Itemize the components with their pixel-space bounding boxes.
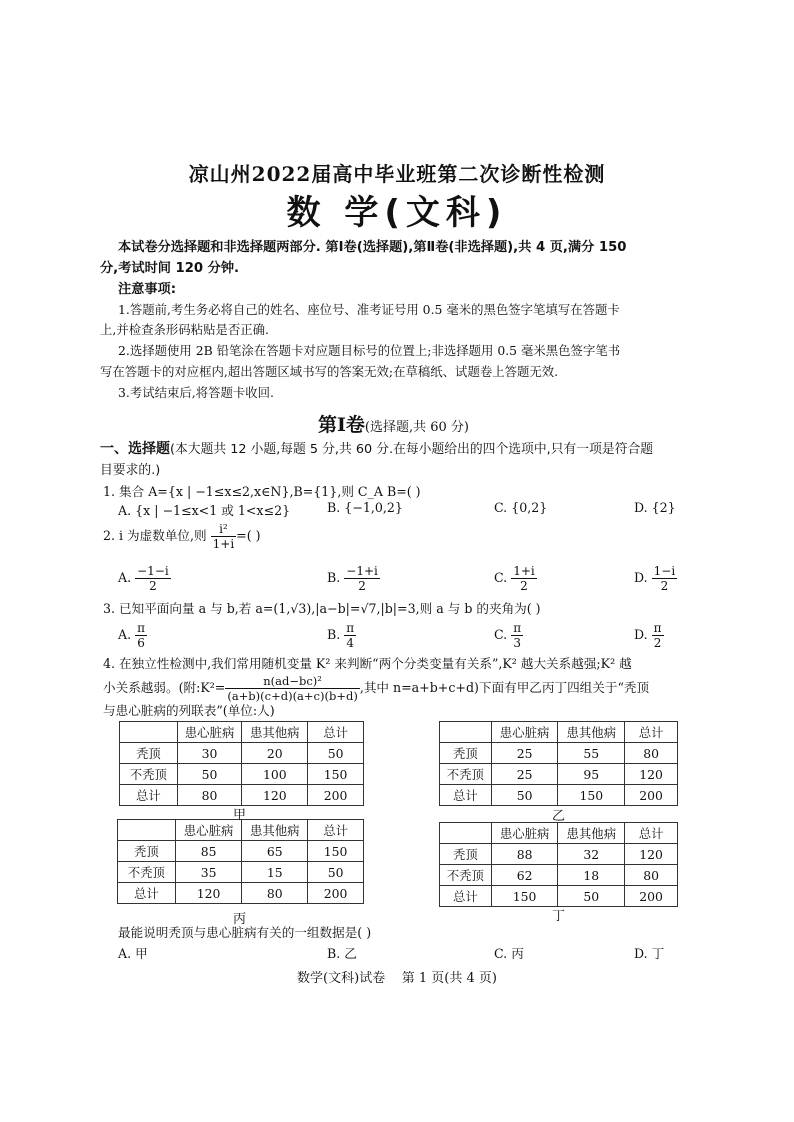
q1-stem: 1. 集合 A={x | −1≤x≤2,x∈N},B={1},则 C_A B=( ) bbox=[103, 484, 421, 499]
table-row bbox=[120, 785, 364, 806]
q1-option-c: C. {0,2} bbox=[494, 500, 548, 515]
q3-a-label: A. bbox=[118, 627, 132, 642]
table-cell: 20 bbox=[242, 743, 308, 764]
q3-b-num: π bbox=[346, 621, 355, 635]
q3-option-a bbox=[118, 621, 147, 650]
q3-b-den: 4 bbox=[346, 636, 355, 650]
table-cell: 120 bbox=[242, 785, 308, 806]
table-header-cell bbox=[120, 722, 178, 743]
table-cell: 25 bbox=[491, 743, 558, 764]
table-row-label: 不秃顶 bbox=[440, 764, 492, 785]
table-row bbox=[440, 886, 678, 907]
q4-line-3: 与患心脏病的列联表”(单位:人) bbox=[103, 703, 275, 718]
subject-title: 数 学(文科) bbox=[286, 193, 508, 233]
q2-stem-post: =( ) bbox=[236, 528, 261, 543]
table-cell: 30 bbox=[177, 743, 242, 764]
q4-line-2-pre: 小关系越弱。(附:K²= bbox=[103, 680, 226, 695]
table-header-row bbox=[120, 722, 364, 743]
table-header-cell: 患其他病 bbox=[242, 820, 308, 841]
table-ding bbox=[439, 822, 678, 907]
table-header-cell bbox=[440, 823, 492, 844]
q2-a-label: A. bbox=[118, 570, 132, 585]
part1-heading bbox=[318, 410, 469, 437]
q4-option-b: B. 乙 bbox=[327, 946, 357, 961]
table-header-cell: 总计 bbox=[625, 722, 678, 743]
q2-fraction bbox=[211, 522, 237, 551]
q2-c-den: 2 bbox=[520, 579, 528, 593]
q2-option-d bbox=[634, 564, 677, 593]
q4-question: 最能说明秃顶与患心脏病有关的一组数据是( ) bbox=[118, 925, 372, 940]
notes-heading: 注意事项: bbox=[118, 282, 177, 297]
table-cell: 85 bbox=[175, 841, 242, 862]
table-cell: 50 bbox=[177, 764, 242, 785]
q4-formula-den: (a+b)(c+d)(a+c)(b+d) bbox=[227, 689, 358, 703]
table-row bbox=[440, 844, 678, 865]
table-row bbox=[118, 862, 364, 883]
table-yi-caption: 乙 bbox=[552, 809, 566, 824]
table-row bbox=[118, 883, 364, 904]
table-row-label: 不秃顶 bbox=[120, 764, 178, 785]
table-header-cell: 总计 bbox=[625, 823, 678, 844]
table-cell: 50 bbox=[558, 886, 625, 907]
table-cell: 32 bbox=[558, 844, 625, 865]
table-row-label: 总计 bbox=[118, 883, 176, 904]
q2-b-num: −1+i bbox=[346, 564, 378, 578]
table-header-cell: 患其他病 bbox=[558, 722, 625, 743]
table-header-cell: 总计 bbox=[308, 722, 364, 743]
intro-line-1: 本试卷分选择题和非选择题两部分. 第Ⅰ卷(选择题),第Ⅱ卷(非选择题),共 4 页,满分 150 bbox=[118, 240, 627, 255]
section1-line-2: 目要求的.) bbox=[100, 463, 161, 478]
table-row bbox=[118, 841, 364, 862]
q4-line-2-post: ,其中 n=a+b+c+d)下面有甲乙丙丁四组关于“秃顶 bbox=[359, 680, 650, 695]
section1-title: 一、选择题 bbox=[100, 441, 170, 457]
part1-heading-main: 第Ⅰ卷 bbox=[318, 414, 365, 436]
q3-d-label: D. bbox=[634, 627, 648, 642]
table-cell: 80 bbox=[242, 883, 308, 904]
exam-title: 凉山州2022届高中毕业班第二次诊断性检测 bbox=[188, 162, 606, 186]
table-jia bbox=[119, 721, 364, 806]
q2-c-num: 1+i bbox=[513, 564, 535, 578]
table-row bbox=[440, 785, 678, 806]
table-header-cell bbox=[118, 820, 176, 841]
q3-option-c bbox=[494, 621, 523, 650]
table-cell: 120 bbox=[175, 883, 242, 904]
q2-stem bbox=[103, 522, 261, 551]
table-header-cell: 患心脏病 bbox=[491, 823, 558, 844]
q2-option-a bbox=[118, 564, 171, 593]
table-header-row bbox=[440, 823, 678, 844]
table-cell: 50 bbox=[308, 862, 364, 883]
q1-option-b: B. {−1,0,2} bbox=[327, 500, 403, 515]
table-cell: 200 bbox=[308, 785, 364, 806]
q2-c-label: C. bbox=[494, 570, 508, 585]
table-cell: 80 bbox=[177, 785, 242, 806]
table-header-cell: 患心脏病 bbox=[175, 820, 242, 841]
intro-line-2: 分,考试时间 120 分钟. bbox=[100, 261, 240, 276]
table-row-label: 秃顶 bbox=[118, 841, 176, 862]
q1-option-d: D. {2} bbox=[634, 500, 676, 515]
table-header-row bbox=[440, 722, 678, 743]
table-cell: 150 bbox=[491, 886, 558, 907]
table-row-label: 总计 bbox=[440, 785, 492, 806]
q4-line-1: 4. 在独立性检测中,我们常用随机变量 K² 来判断“两个分类变量有关系”,K² 越大关系越强;K² 越 bbox=[103, 656, 632, 671]
q3-d-den: 2 bbox=[653, 636, 662, 650]
q2-frac-den: 1+i bbox=[212, 537, 235, 551]
table-cell: 80 bbox=[625, 743, 678, 764]
table-row bbox=[440, 743, 678, 764]
table-row bbox=[440, 764, 678, 785]
q2-b-label: B. bbox=[327, 570, 341, 585]
table-header-cell: 患心脏病 bbox=[491, 722, 558, 743]
q2-b-den: 2 bbox=[358, 579, 366, 593]
q3-d-num: π bbox=[653, 621, 662, 635]
q4-option-c: C. 丙 bbox=[494, 946, 524, 961]
q2-option-c bbox=[494, 564, 537, 593]
q4-option-d: D. 丁 bbox=[634, 946, 665, 961]
table-jia-caption: 甲 bbox=[233, 808, 247, 823]
section1-instructions: (本大题共 12 小题,每题 5 分,共 60 分.在每小题给出的四个选项中,只有一项是符合题 bbox=[170, 442, 654, 457]
table-header-row bbox=[118, 820, 364, 841]
table-header-cell: 患其他病 bbox=[558, 823, 625, 844]
table-cell: 150 bbox=[558, 785, 625, 806]
table-yi bbox=[439, 721, 678, 806]
table-row-label: 总计 bbox=[440, 886, 492, 907]
table-row-label: 不秃顶 bbox=[118, 862, 176, 883]
table-bing-caption: 丙 bbox=[233, 912, 247, 927]
table-row-label: 不秃顶 bbox=[440, 865, 492, 886]
part1-heading-sub: (选择题,共 60 分) bbox=[364, 420, 469, 435]
q3-c-label: C. bbox=[494, 627, 508, 642]
q3-b-label: B. bbox=[327, 627, 341, 642]
note-2-line-2: 写在答题卡的对应框内,超出答题区域书写的答案无效;在草稿纸、试题卷上答题无效. bbox=[100, 364, 559, 379]
q4-formula-num: n(ad−bc)² bbox=[225, 674, 359, 689]
table-row bbox=[120, 764, 364, 785]
q2-option-b bbox=[327, 564, 380, 593]
table-cell: 18 bbox=[558, 865, 625, 886]
note-1-line-2: 上,并检查条形码粘贴是否正确. bbox=[100, 322, 269, 337]
table-cell: 15 bbox=[242, 862, 308, 883]
table-bing bbox=[117, 819, 364, 904]
q3-a-num: π bbox=[137, 621, 146, 635]
table-cell: 150 bbox=[308, 764, 364, 785]
q4-option-a: A. 甲 bbox=[118, 946, 148, 961]
table-cell: 200 bbox=[625, 886, 678, 907]
q3-a-den: 6 bbox=[137, 636, 145, 650]
section1-line-1 bbox=[100, 438, 653, 458]
table-header-cell bbox=[440, 722, 492, 743]
q4-formula bbox=[225, 674, 359, 703]
page-footer: 数学(文科)试卷 第 1 页(共 4 页) bbox=[297, 971, 497, 986]
table-row-label: 秃顶 bbox=[120, 743, 178, 764]
table-cell: 120 bbox=[625, 764, 678, 785]
table-cell: 88 bbox=[491, 844, 558, 865]
table-cell: 55 bbox=[558, 743, 625, 764]
note-3: 3.考试结束后,将答题卡收回. bbox=[118, 385, 274, 400]
table-row bbox=[120, 743, 364, 764]
q2-frac-num: i² bbox=[211, 522, 237, 537]
table-cell: 200 bbox=[308, 883, 364, 904]
table-row-label: 秃顶 bbox=[440, 743, 492, 764]
table-cell: 200 bbox=[625, 785, 678, 806]
q2-d-den: 2 bbox=[660, 579, 669, 593]
table-header-cell: 患心脏病 bbox=[177, 722, 242, 743]
q3-c-den: 3 bbox=[513, 636, 521, 650]
q2-a-num: −1−i bbox=[137, 564, 169, 578]
table-header-cell: 患其他病 bbox=[242, 722, 308, 743]
q2-d-num: 1−i bbox=[653, 564, 676, 578]
table-cell: 50 bbox=[491, 785, 558, 806]
table-cell: 100 bbox=[242, 764, 308, 785]
table-cell: 80 bbox=[625, 865, 678, 886]
table-cell: 62 bbox=[491, 865, 558, 886]
table-ding-caption: 丁 bbox=[552, 909, 566, 924]
table-cell: 50 bbox=[308, 743, 364, 764]
table-row bbox=[440, 865, 678, 886]
table-row-label: 秃顶 bbox=[440, 844, 492, 865]
q3-stem: 3. 已知平面向量 a 与 b,若 a=(1,√3),|a−b|=√7,|b|=3,则 a 与 b 的夹角为( ) bbox=[103, 601, 541, 616]
q2-stem-pre: 2. i 为虚数单位,则 bbox=[103, 528, 207, 543]
note-1-line-1: 1.答题前,考生务必将自己的姓名、座位号、准考证号用 0.5 毫米的黑色签字笔填写在答题卡 bbox=[118, 302, 620, 317]
table-cell: 35 bbox=[175, 862, 242, 883]
table-cell: 95 bbox=[558, 764, 625, 785]
q1-option-a: A. {x | −1≤x<1 或 1<x≤2} bbox=[118, 503, 291, 518]
table-row-label: 总计 bbox=[120, 785, 178, 806]
q2-d-label: D. bbox=[634, 570, 648, 585]
table-cell: 65 bbox=[242, 841, 308, 862]
q3-option-d bbox=[634, 621, 664, 650]
q2-a-den: 2 bbox=[149, 579, 157, 593]
table-cell: 150 bbox=[308, 841, 364, 862]
table-header-cell: 总计 bbox=[308, 820, 364, 841]
note-2-line-1: 2.选择题使用 2B 铅笔涂在答题卡对应题目标号的位置上;非选择题用 0.5 毫米黑色签字笔书 bbox=[118, 343, 621, 358]
q3-option-b bbox=[327, 621, 356, 650]
table-cell: 25 bbox=[491, 764, 558, 785]
q3-c-num: π bbox=[513, 621, 522, 635]
table-cell: 120 bbox=[625, 844, 678, 865]
q4-line-2 bbox=[103, 674, 649, 703]
